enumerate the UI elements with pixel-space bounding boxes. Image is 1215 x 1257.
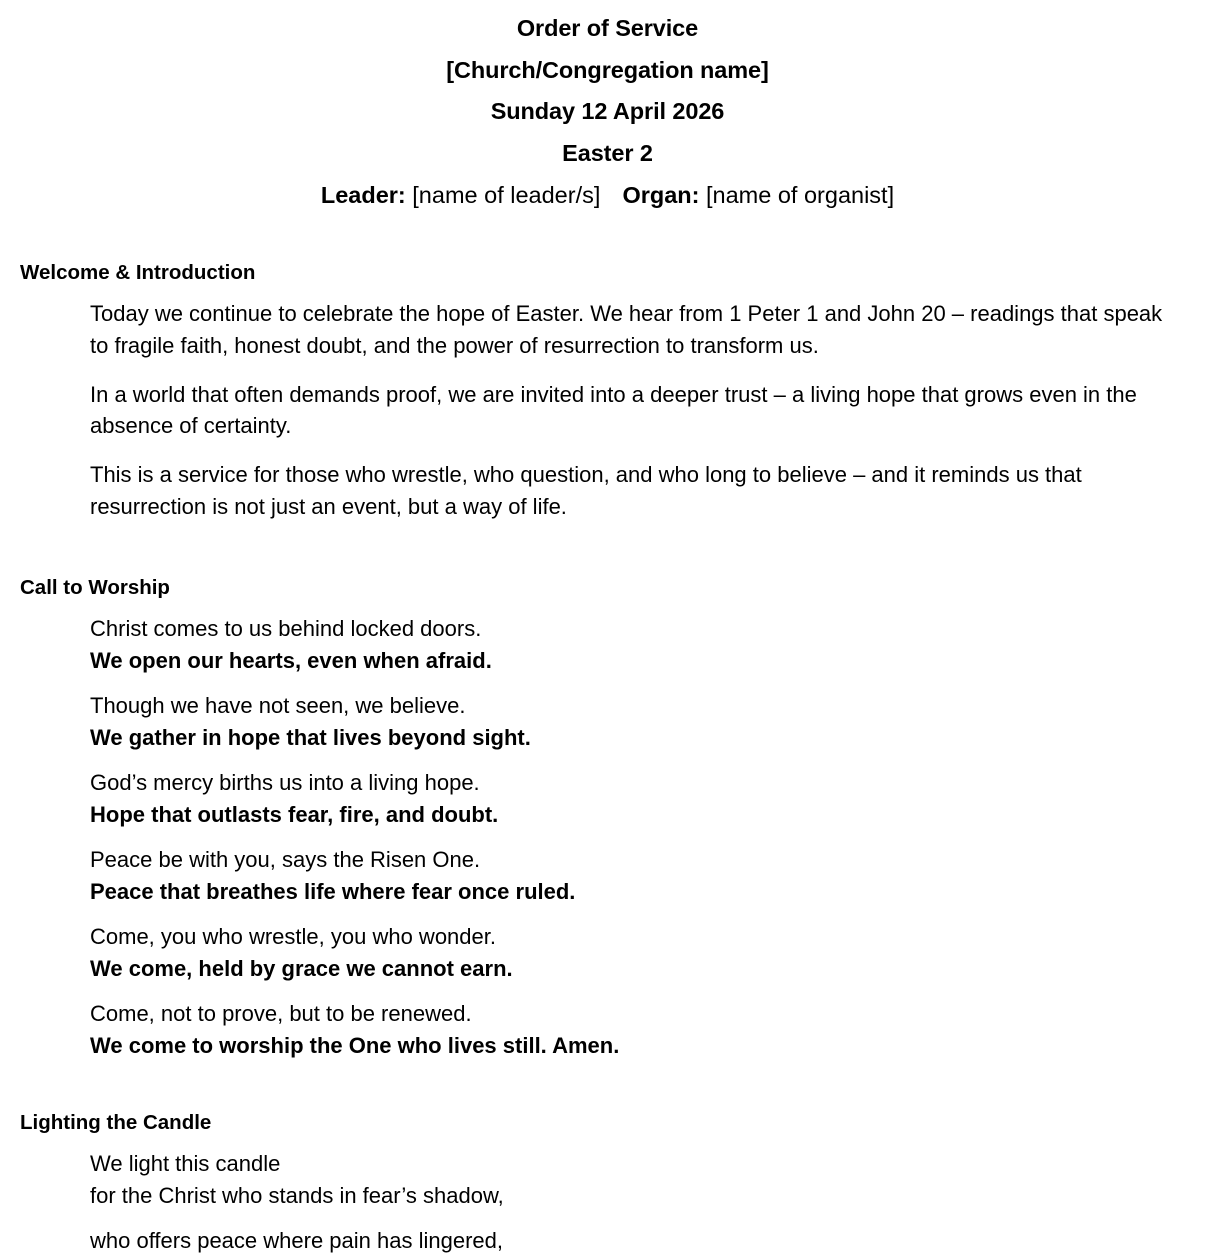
call-line: God’s mercy births us into a living hope. <box>90 770 480 795</box>
spacer <box>90 830 1178 844</box>
spacer <box>0 522 1215 575</box>
candle-line: who offers peace where pain has lingered, <box>90 1228 503 1253</box>
section-body-welcome-introduction <box>90 298 1178 522</box>
service-credits <box>0 175 1215 216</box>
section-heading-lighting-the-candle: Lighting the Candle <box>20 1111 212 1134</box>
call-line: Come, you who wrestle, you who wonder. <box>90 924 496 949</box>
spacer <box>0 601 1215 613</box>
candle-stanza <box>90 1148 1178 1211</box>
call-line: Christ comes to us behind locked doors. <box>90 616 482 641</box>
spacer <box>90 442 1178 460</box>
page-title: Order of Service <box>516 15 699 41</box>
responsive-stanza <box>90 921 1178 984</box>
responsive-stanza <box>90 767 1178 830</box>
document-header <box>0 0 1215 216</box>
response-line: We come to worship the One who lives still. Amen. <box>90 1032 620 1058</box>
spacer <box>0 216 1215 260</box>
organ-value: [name of organist] <box>706 182 895 208</box>
call-line: Come, not to prove, but to be renewed. <box>90 1001 472 1026</box>
call-line: Though we have not seen, we believe. <box>90 693 466 718</box>
spacer <box>0 286 1215 298</box>
section-welcome-introduction <box>0 260 1215 522</box>
spacer <box>0 1061 1215 1110</box>
church-name: [Church/Congregation name] <box>446 56 769 83</box>
call-line: Peace be with you, says the Risen One. <box>90 847 481 872</box>
responsive-stanza <box>90 613 1178 676</box>
leader-label: Leader: <box>320 182 406 208</box>
section-call-to-worship <box>0 575 1215 1061</box>
paragraph: This is a service for those who wrestle, who question, and who long to believe – and it reminds us that resurrection is not just an event, but a way of life. <box>90 462 1082 519</box>
paragraph: In a world that often demands proof, we are invited into a deeper trust – a living hope that grows even in the absence of certainty. <box>90 381 1137 438</box>
section-lighting-the-candle <box>0 1110 1215 1257</box>
spacer <box>90 361 1178 379</box>
spacer <box>90 753 1178 767</box>
section-body-lighting-the-candle <box>90 1148 1178 1257</box>
section-heading-welcome-introduction: Welcome & Introduction <box>20 261 256 284</box>
spacer <box>90 676 1178 690</box>
paragraph: Today we continue to celebrate the hope of Easter. We hear from 1 Peter 1 and John 20 – readings that speak to fragile faith, honest doubt, and the power of resurrection to transform us. <box>90 301 1163 358</box>
section-body-call-to-worship <box>90 613 1178 1061</box>
response-line: Peace that breathes life where fear once ruled. <box>90 878 576 904</box>
organ-label: Organ: <box>622 182 700 208</box>
responsive-stanza <box>90 998 1178 1061</box>
spacer <box>0 1136 1215 1148</box>
section-heading-call-to-worship: Call to Worship <box>20 576 170 599</box>
response-line: Hope that outlasts fear, fire, and doubt. <box>90 801 499 827</box>
response-line: We open our hearts, even when afraid. <box>90 647 492 673</box>
responsive-stanza <box>90 844 1178 907</box>
spacer <box>90 907 1178 921</box>
leader-value: [name of leader/s] <box>412 182 601 208</box>
candle-line: for the Christ who stands in fear’s shadow, <box>90 1182 504 1208</box>
service-date: Sunday 12 April 2026 <box>490 98 725 124</box>
spacer <box>90 1211 1178 1225</box>
spacer <box>90 984 1178 998</box>
service-occasion: Easter 2 <box>562 139 653 166</box>
candle-line: We light this candle <box>90 1151 281 1176</box>
response-line: We come, held by grace we cannot earn. <box>90 955 513 981</box>
candle-stanza <box>90 1225 1178 1257</box>
responsive-stanza <box>90 690 1178 753</box>
response-line: We gather in hope that lives beyond sight. <box>90 724 531 750</box>
